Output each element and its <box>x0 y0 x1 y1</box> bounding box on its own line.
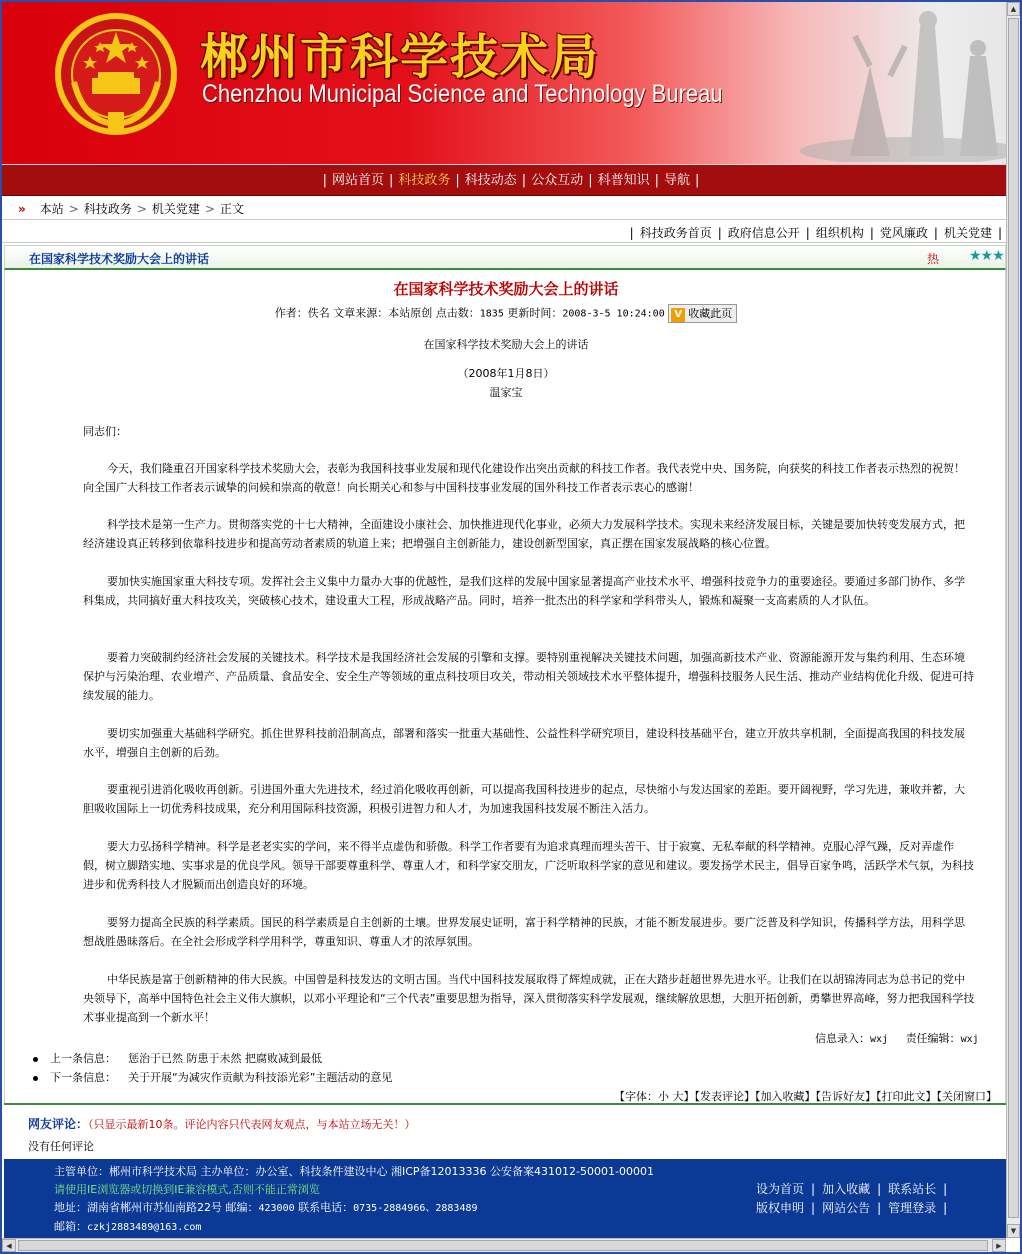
comments-empty: 没有任何评论 <box>28 1140 94 1153</box>
subnav-item-party[interactable]: 机关党建 <box>943 226 992 240</box>
copyright-link[interactable]: 版权申明 <box>756 1201 805 1215</box>
post-comment-link[interactable]: 【发表评论】 <box>694 1090 755 1103</box>
nav-item-home[interactable]: 网站首页 <box>331 173 384 188</box>
national-emblem-icon <box>54 12 178 136</box>
editor-label: 责任编辑： <box>905 1032 961 1045</box>
meta-time-label: 更新时间： <box>503 306 563 320</box>
footer-phone-label: 联系电话： <box>294 1201 354 1214</box>
scroll-left-arrow-icon[interactable]: ◀ <box>2 1239 16 1252</box>
add-favorite-link[interactable]: 【加入收藏】 <box>755 1090 816 1103</box>
article-title-bar <box>4 245 1006 270</box>
prev-label: 上一条信息： <box>50 1052 116 1065</box>
article-content <box>4 270 1006 1103</box>
breadcrumb-item-site[interactable]: 本站 <box>39 202 64 216</box>
footer-address <box>54 1199 478 1215</box>
paragraph-1: 今天，我们隆重召开国家科学技术奖励大会，表彰为我国科技事业发展和现代化建设作出突出贡献的科技工作者。我代表党中央、国务院，向获奖的科技工作者表示热烈的祝贺！向全国广大科技工作者表示诚挚的问候和崇高的敬意！向长期关心和参与中国科技事业发展的国外科技工作者表示衷心的感谢！ <box>83 462 965 494</box>
close-window-link[interactable]: 【关闭窗口】 <box>936 1090 997 1103</box>
paragraph-6: 要重视引进消化吸收再创新。引进国外重大先进技术，经过消化吸收再创新，可以提高我国科技进步的起点，尽快缩小与发达国家的差距。要开阔视野，学习先进，兼收并蓄，大胆吸收国际上一切优秀科技成果，充分利用国际科技资源，积极引进智力和人才，为加速我国科技发展不断注入活力。 <box>83 783 965 815</box>
paragraph-3: 要加快实施国家重大科技专项。发挥社会主义集中力量办大事的优越性，是我们这样的发展中国家显著提高产业技术水平、增强科技竞争力的重要途径。要通过多部门协作、多学科集成，共同搞好重大科技攻关，突破核心技术，建设重大工程，形成战略产品。同时，培养一批杰出的科学家和学科带头人，锻炼和凝聚一支高素质的人才队伍。 <box>83 575 965 607</box>
scroll-up-arrow-icon[interactable]: ▲ <box>1007 2 1020 16</box>
sub-nav: | 科技政务首页 | 政府信息公开 | 组织机构 | 党风廉政 | 机关党建 | <box>2 221 1020 243</box>
footer-email <box>54 1218 201 1234</box>
paragraph-8: 要努力提高全民族的科学素质。国民的科学素质是自主创新的土壤。世界发展史证明，富于科学精神的民族，才能不断发展进步。要广泛普及科学知识，传播科学方法，用科学思想战胜愚昧落后。在全社会形成学科学用科学，尊重知识、尊重人才的浓厚氛围。 <box>83 916 965 948</box>
print-link[interactable]: 【打印此文】 <box>876 1090 937 1103</box>
article-tools <box>614 1088 997 1104</box>
comments-section <box>4 1103 1006 1157</box>
main-nav: | 网站首页 | 科技政务 | 科技动态 | 公众互动 | 科普知识 | 导航 | <box>2 164 1020 196</box>
favorite-button[interactable] <box>668 304 737 323</box>
nav-item-popsci[interactable]: 科普知识 <box>597 173 650 188</box>
footer-links-row1: 设为首页 | 加入收藏 | 联系站长 | <box>756 1182 948 1196</box>
editor-info <box>815 1030 979 1046</box>
footer-email-address[interactable]: czkj2883489@163.com <box>87 1222 202 1233</box>
entered-by-label: 信息录入： <box>815 1032 870 1045</box>
contact-admin-link[interactable]: 联系站长 <box>888 1182 937 1196</box>
paragraph-2: 科学技术是第一生产力。贯彻落实党的十七大精神，全面建设小康社会、加快推进现代化事业，必须大力发展科学技术。实现未来经济发展目标，关键是要加快转变发展方式，把经济建设真正转移到依靠科技进步和提高劳动者素质的轨道上来；把增强自主创新能力，建设创新型国家，真正摆在国家发展战略的核心位置。 <box>83 518 965 550</box>
speaker: 温家宝 <box>489 386 523 399</box>
double-arrow-icon: » <box>18 202 26 216</box>
rating-stars-icon: ★★★ <box>969 248 1004 264</box>
paragraph-5: 要切实加强重大基础科学研究。抓住世界科技前沿制高点，部署和落实一批重大基础性、公益性科学研究项目，建设科技基础平台，建立开放共享机制，全面提高我国的科技发展水平，增强自主创新的后劲。 <box>83 727 965 759</box>
editor: wxj <box>960 1034 979 1045</box>
nav-item-sci-news[interactable]: 科技动态 <box>464 173 517 188</box>
next-article <box>33 1069 392 1085</box>
footer-email-label: 邮箱： <box>54 1220 87 1233</box>
inner-title: 在国家科学技术奖励大会上的讲话 <box>423 338 589 351</box>
site-banner <box>2 2 1020 164</box>
meta-update-time: 2008-3-5 10:24:00 <box>562 308 665 320</box>
footer-org: 主管单位：郴州市科学技术局 主办单位：办公室、科技条件建设中心 湘ICP备12013336 公安备案431012-50001-00001 <box>54 1165 654 1178</box>
nav-item-guide[interactable]: 导航 <box>664 173 691 188</box>
favorite-label: 收藏此页 <box>688 307 733 320</box>
article-title: 在国家科学技术奖励大会上的讲话 <box>393 280 619 298</box>
prev-link[interactable]: 惩治于已然 防患于未然 把腐败减到最低 <box>128 1052 322 1065</box>
subnav-item-org[interactable]: 组织机构 <box>815 226 864 240</box>
font-label: 【字体： <box>614 1090 658 1103</box>
hot-badge: 热 <box>927 252 940 266</box>
subnav-item-info-open[interactable]: 政府信息公开 <box>727 226 800 240</box>
comments-note: （只显示最新10条。评论内容只代表网友观点，与本站立场无关！） <box>88 1118 416 1131</box>
horizontal-scroll-thumb[interactable] <box>18 1240 988 1251</box>
sculpture-decoration <box>760 6 1010 162</box>
prev-article <box>33 1050 322 1066</box>
breadcrumb-item-sci-gov[interactable]: 科技政务 <box>83 202 132 216</box>
comments-heading <box>28 1115 416 1132</box>
breadcrumb-item-party[interactable]: 机关党建 <box>151 202 200 216</box>
next-link[interactable]: 关于开展“为减灾作贡献为科技添光彩”主题活动的意见 <box>128 1071 393 1084</box>
title-bar-text: 在国家科学技术奖励大会上的讲话 <box>29 252 210 266</box>
footer-address-text: 地址：湖南省郴州市苏仙南路22号 邮编： <box>54 1201 259 1214</box>
paragraph-9: 中华民族是富于创新精神的伟大民族。中国曾是科技发达的文明古国。当代中国科技发展取得了辉煌成就，正在大踏步赶超世界先进水平。让我们在以胡锦涛同志为总书记的党中央领导下，高举中国特色社会主义伟大旗帜，以邓小平理论和“三个代表”重要思想为指导，深入贯彻落实科学发展观，继续解放思想，大胆开拓创新，勇攀世界高峰，努力把我国科学技术事业提高到一个新水平！ <box>83 973 975 1024</box>
paragraph-7: 要大力弘扬科学精神。科学是老老实实的学问，来不得半点虚伪和骄傲。科学工作者要有为追求真理而埋头苦干、甘于寂寞、无私奉献的科学精神。克服心浮气躁，反对弄虚作假，树立脚踏实地、实事求是的优良学风。领导干部要尊重科学、尊重人才，和科学家交朋友，广泛听取科学家的意见和建议。要发扬学术民主，倡导百家争鸣，活跃学术气氛，为科技进步和优秀科技人才脱颖而出创造良好的环境。 <box>83 840 974 891</box>
tell-friend-link[interactable]: 【告诉好友】 <box>815 1090 876 1103</box>
site-footer <box>4 1159 1006 1239</box>
footer-browser-notice: 请使用IE浏览器或切换到IE兼容模式,否则不能正常浏览 <box>54 1183 320 1196</box>
scroll-down-arrow-icon[interactable]: ▼ <box>1007 1224 1020 1238</box>
bullet-icon <box>33 1076 38 1081</box>
nav-item-public[interactable]: 公众互动 <box>531 173 584 188</box>
vertical-scroll-thumb[interactable] <box>1008 18 1019 1218</box>
add-favorite-footer-link[interactable]: 加入收藏 <box>822 1182 871 1196</box>
font-large-link[interactable]: 大 <box>672 1090 684 1103</box>
footer-phone: 0735-2884966、2883489 <box>353 1203 478 1214</box>
comments-title: 网友评论： <box>28 1117 89 1131</box>
horizontal-scrollbar[interactable] <box>2 1238 1006 1252</box>
salute: 同志们： <box>83 425 127 438</box>
site-title-en: Chenzhou Municipal Science and Technology Bureau <box>202 80 723 108</box>
next-label: 下一条信息： <box>50 1071 116 1084</box>
scroll-right-arrow-icon[interactable]: ▶ <box>992 1239 1006 1252</box>
meta-clicks: 1835 <box>479 308 504 320</box>
breadcrumb-item-current: 正文 <box>220 202 245 216</box>
footer-postcode: 423000 <box>258 1203 295 1214</box>
site-title-cn: 郴州市科学技术局 <box>200 29 601 85</box>
favorite-v-icon: V <box>671 308 685 322</box>
subnav-item-integrity[interactable]: 党风廉政 <box>879 226 928 240</box>
announcement-link[interactable]: 网站公告 <box>822 1201 871 1215</box>
breadcrumb: » 本站 > 科技政务 > 机关党建 > 正文 <box>2 196 1020 220</box>
font-end: 】 <box>683 1090 695 1103</box>
bullet-icon <box>33 1057 38 1062</box>
paragraph-4: 要着力突破制约经济社会发展的关键技术。科学技术是我国经济社会发展的引擎和支撑。要特别重视解决关键技术问题，加强高新技术产业、资源能源开发与集约利用、生态环境保护与污染治理、农业增产、产品质量、食品安全、安全生产等领域的重点科技项目攻关，带动相关领域技术水平整体提升，增强科技服务人民生活、推动产业结构优化升级、促进可持续发展的能力。 <box>83 651 974 702</box>
article-meta <box>5 304 1007 323</box>
footer-links-row2: 版权申明 | 网站公告 | 管理登录 | <box>756 1201 948 1215</box>
speech-date: （2008年1月8日） <box>457 367 555 380</box>
subnav-item-gov-home[interactable]: 科技政务首页 <box>639 226 712 240</box>
admin-login-link[interactable]: 管理登录 <box>888 1201 937 1215</box>
meta-prefix: 作者：佚名 文章来源：本站原创 点击数： <box>274 306 480 320</box>
entered-by: wxj <box>870 1034 889 1045</box>
nav-item-sci-gov[interactable]: 科技政务 <box>398 173 451 188</box>
vertical-scrollbar[interactable] <box>1006 2 1020 1238</box>
font-small-link[interactable]: 小 <box>658 1090 669 1103</box>
set-homepage-link[interactable]: 设为首页 <box>756 1182 805 1196</box>
